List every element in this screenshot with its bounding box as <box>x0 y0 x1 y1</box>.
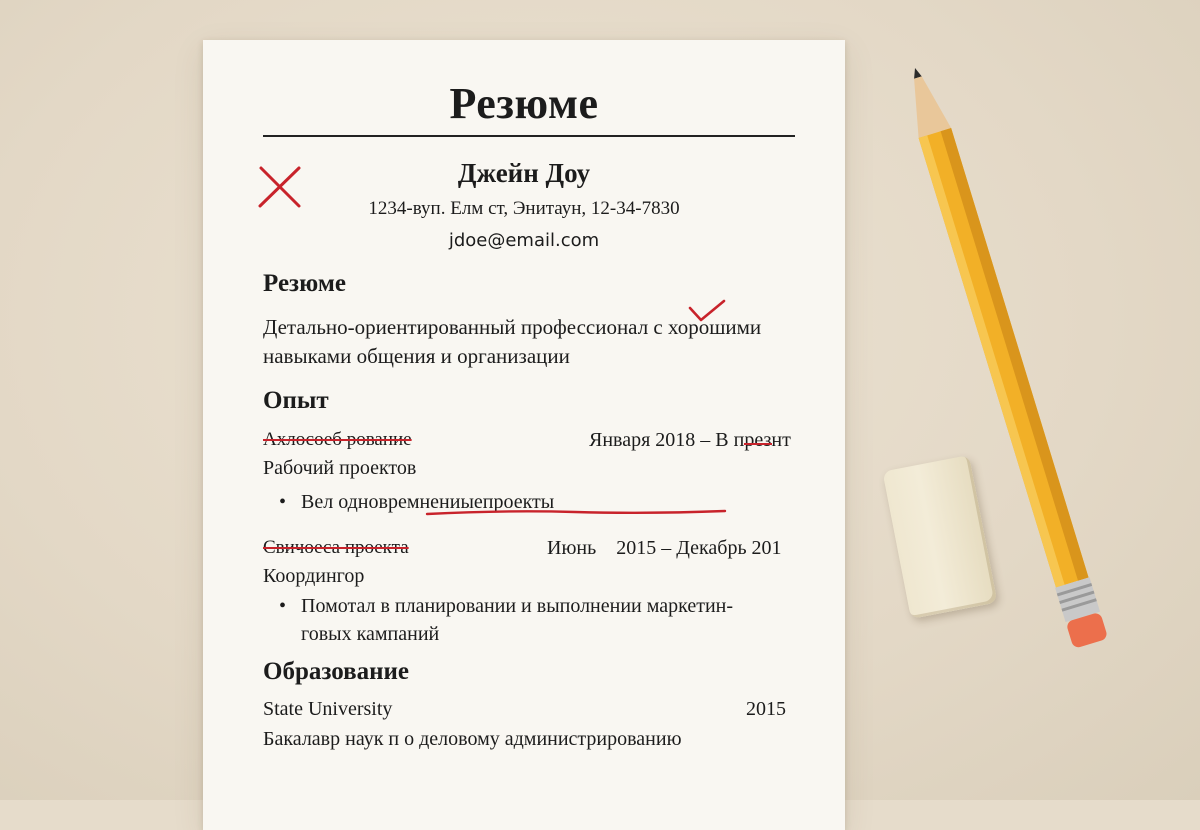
contact-address: 1234-вуп. Елм ст, Энитаун, 12-34-7830 <box>368 198 680 219</box>
job-1-dates: Января 2018 – В презнт <box>589 429 791 451</box>
summary-heading: Резюме <box>263 270 346 297</box>
job-1-role: Рабочий проектов <box>263 457 417 479</box>
summary-line-2: навыками общения и организации <box>263 344 570 368</box>
education-school: State University <box>263 698 393 720</box>
contact-email: jdoe@email.com <box>448 230 600 251</box>
candidate-name: Джейн Доу <box>457 158 591 188</box>
job-1-bullet-dot: • <box>279 491 287 513</box>
experience-heading: Опыт <box>263 387 329 414</box>
document-title: Резюме <box>449 79 599 128</box>
education-heading: Образование <box>263 658 410 685</box>
job-2-bullet-1-cont: говых кампаний <box>301 623 440 645</box>
job-2-bullet-dot: • <box>279 595 287 617</box>
job-2-role: Координгор <box>263 565 365 587</box>
summary-line-1: Детально-ориентированный профессионал с хорошими <box>263 315 762 339</box>
education-year: 2015 <box>746 698 786 720</box>
job-2-title: Свичоеса проекта <box>263 537 409 558</box>
job-1-title: Ахлосоеб рование <box>263 429 412 450</box>
job-2-dates: Июнь 2015 – Декабрь 201 <box>547 537 782 559</box>
job-1-bullet-1: Вел одновремнениыепроекты <box>301 491 555 513</box>
job-2-bullet-1: Помотал в планировании и выполнении маркетин- <box>301 595 734 617</box>
education-degree: Бакалавр наук п о деловому администрированию <box>263 728 682 750</box>
